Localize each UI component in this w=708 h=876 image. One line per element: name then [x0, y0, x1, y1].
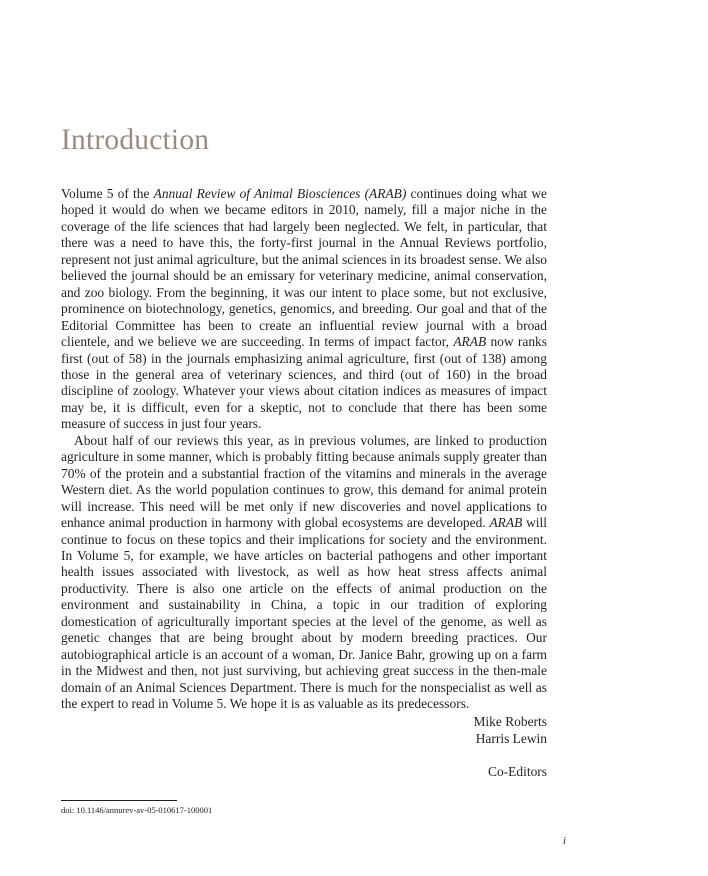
text-run: About half of our reviews this year, as in previous volumes, are linked to production agriculture in some manner, which is probably fitting because animals supply greater than 70% of the protein and a substantial fraction of the vitamins and minerals in the average Western diet. As the world population continues to grow, this demand for animal protein will increase. This need will be met only if new discoveries and novel applications to enhance animal production in harmony with global ecosystems are developed. — [61, 432, 547, 531]
body-text — [61, 186, 547, 713]
text-run: continues doing what we hoped it would do when we became editors in 2010, namely, fill a major niche in the coverage of the life sciences that had largely been neglected. We felt, in particular, that there was a need to have this, the forty-first journal in the Annual Reviews portfolio, represent not just animal agriculture, but the animal sciences in its broadest sense. We also believed the journal should be an emissary for veterinary medicine, animal conservation, and zoo biology. From the beginning, it was our intent to place some, but not exclusive, prominence on biotechnology, genetics, genomics, and breeding. Our goal and that of the Editorial Committee has been to create an influential review journal with a broad clientele, and we believe we are succeeding. In terms of impact factor, — [61, 186, 548, 350]
body-paragraph — [61, 433, 547, 713]
body-paragraph — [61, 186, 547, 433]
text-run: now ranks first (out of 58) in the journals emphasizing animal agriculture, first (out of 138) among those in the general area of veterinary sciences, and third (out of 160) in the broad discipline of zoology. Whatever your views about citation indices as measures of impact may be, it is difficult, even for a skeptic, not to conclude that there has been some measure of success in just four years. — [61, 334, 548, 432]
editor-name: Harris Lewin — [475, 731, 547, 746]
editor-name: Mike Roberts — [473, 714, 547, 729]
italic-text: ARAB — [489, 515, 523, 531]
text-run: Volume 5 of the — [61, 186, 154, 201]
italic-text: Annual Review of Animal Biosciences (ARAB) — [153, 186, 407, 201]
italic-text: ARAB — [453, 334, 487, 350]
signature-block — [473, 713, 547, 780]
page-title: Introduction — [61, 124, 210, 156]
text-run: will continue to focus on these topics and their implications for society and the environment. In Volume 5, for example, we have articles on bacterial pathogens and other important health issues associated with livestock, as well as how heat stress affects animal productivity. There is also one article on the effects of animal production on the environment and sustainability in China, a topic in our tradition of exploring domestication of agriculturally important species at the level of the genome, as well as genetic changes that are being brought about by modern breeding practices. Our autobiographical article is an account of a woman, Dr. Janice Bahr, growing up on a farm in the Midwest and then, not just surviving, but achieving great success in the then-male domain of an Animal Sciences Department. There is much for the nonspecialist as well as the expert to read in Volume 5. We hope it is as valuable as its predecessors. — [61, 515, 547, 712]
doi-footnote: doi: 10.1146/annurev-av-05-010617-100001 — [61, 805, 213, 815]
editor-role: Co-Editors — [488, 764, 547, 779]
page-number: i — [563, 836, 566, 847]
footnote-divider — [61, 800, 177, 801]
